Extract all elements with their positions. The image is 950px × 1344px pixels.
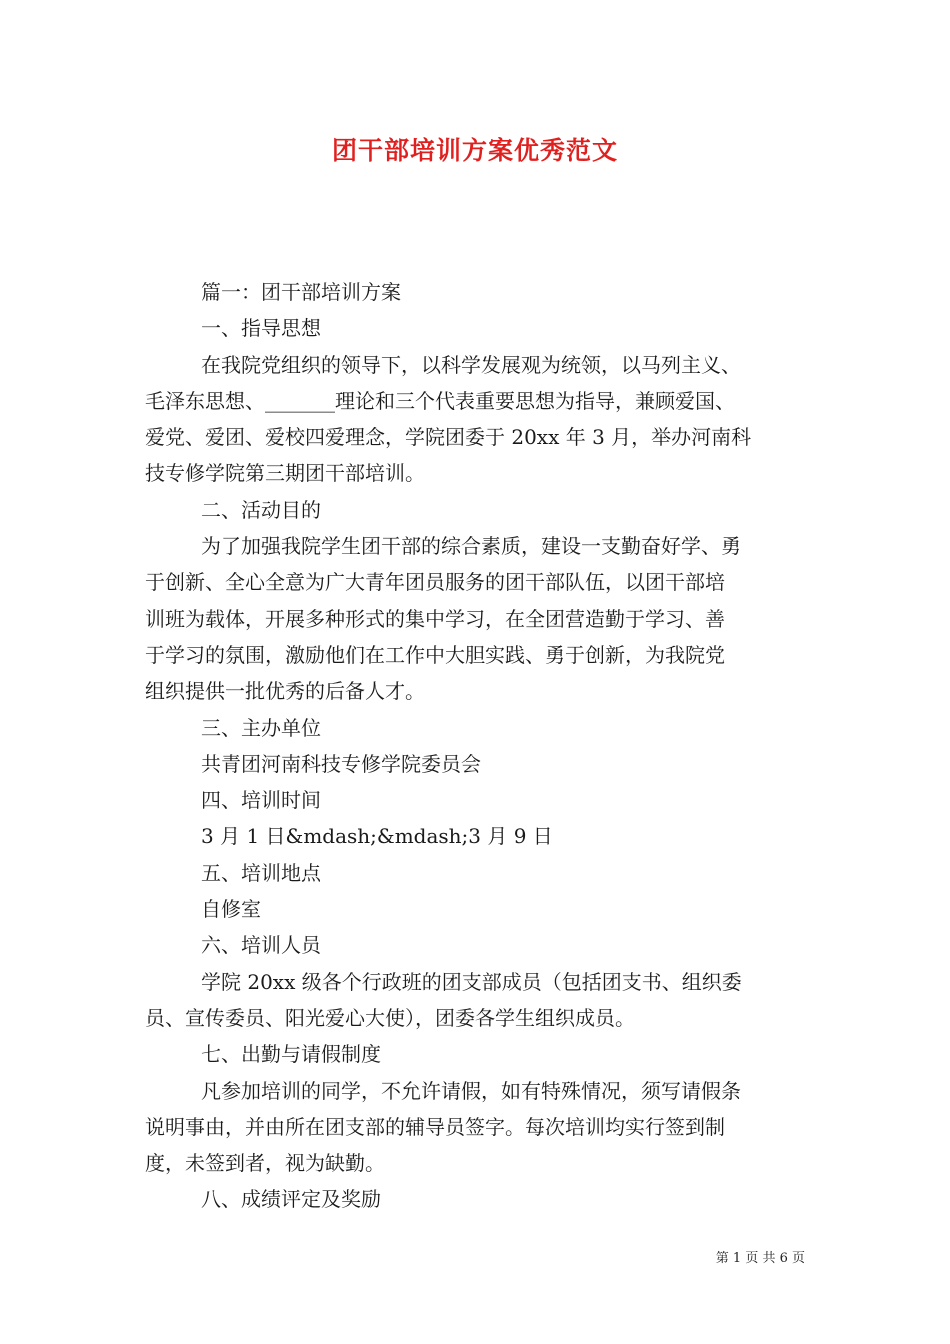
- paragraph-line: 为了加强我院学生团干部的综合素质，建设一支勤奋好学、勇: [201, 534, 741, 559]
- page-number: 第 1 页 共 6 页: [715, 1251, 805, 1266]
- section-heading: 五、培训地点: [201, 860, 321, 885]
- paragraph-line: 凡参加培训的同学，不允许请假，如有特殊情况，须写请假条: [201, 1078, 741, 1103]
- document-body: [145, 274, 805, 1218]
- paragraph-line: 共青团河南科技专修学院委员会: [201, 751, 481, 776]
- paragraph-line: 员、宣传委员、阳光爱心大使），团委各学生组织成员。: [145, 1005, 635, 1030]
- paragraph-line: 于创新、全心全意为广大青年团员服务的团干部队伍，以团干部培: [145, 570, 725, 595]
- paragraph-line: 毛泽东思想、_______理论和三个代表重要思想为指导，兼顾爱国、: [145, 388, 735, 413]
- section-heading: 七、出勤与请假制度: [201, 1042, 381, 1067]
- paragraph-line: 学院 20xx 级各个行政班的团支部成员（包括团支书、组织委: [201, 969, 742, 994]
- section-heading: 四、培训时间: [201, 788, 321, 813]
- paragraph-line: 于学习的氛围，激励他们在工作中大胆实践、勇于创新，为我院党: [145, 642, 725, 667]
- paragraph-line: 技专修学院第三期团干部培训。: [145, 461, 425, 486]
- paragraph-line: 组织提供一批优秀的后备人才。: [145, 679, 425, 704]
- section-heading: 八、成绩评定及奖励: [201, 1187, 381, 1212]
- paragraph-line: 3 月 1 日&mdash;&mdash;3 月 9 日: [201, 824, 553, 849]
- section-heading: 六、培训人员: [201, 933, 321, 958]
- section-heading: 三、主办单位: [201, 715, 321, 740]
- paragraph-line: 说明事由，并由所在团支部的辅导员签字。每次培训均实行签到制: [145, 1114, 725, 1139]
- section-heading: 二、活动目的: [201, 497, 321, 522]
- paragraph-line: 爱党、爱团、爱校四爱理念，学院团委于 20xx 年 3 月，举办河南科: [145, 425, 752, 450]
- section-heading: 一、指导思想: [201, 316, 321, 341]
- section-heading: 篇一：团干部培训方案: [201, 280, 401, 304]
- document-title: 团干部培训方案优秀范文: [331, 136, 618, 165]
- paragraph-line: 训班为载体，开展多种形式的集中学习，在全团营造勤于学习、善: [145, 606, 725, 631]
- paragraph-line: 在我院党组织的领导下，以科学发展观为统领，以马列主义、: [201, 352, 741, 377]
- paragraph-line: 自修室: [201, 897, 261, 922]
- paragraph-line: 度，未签到者，视为缺勤。: [145, 1151, 385, 1176]
